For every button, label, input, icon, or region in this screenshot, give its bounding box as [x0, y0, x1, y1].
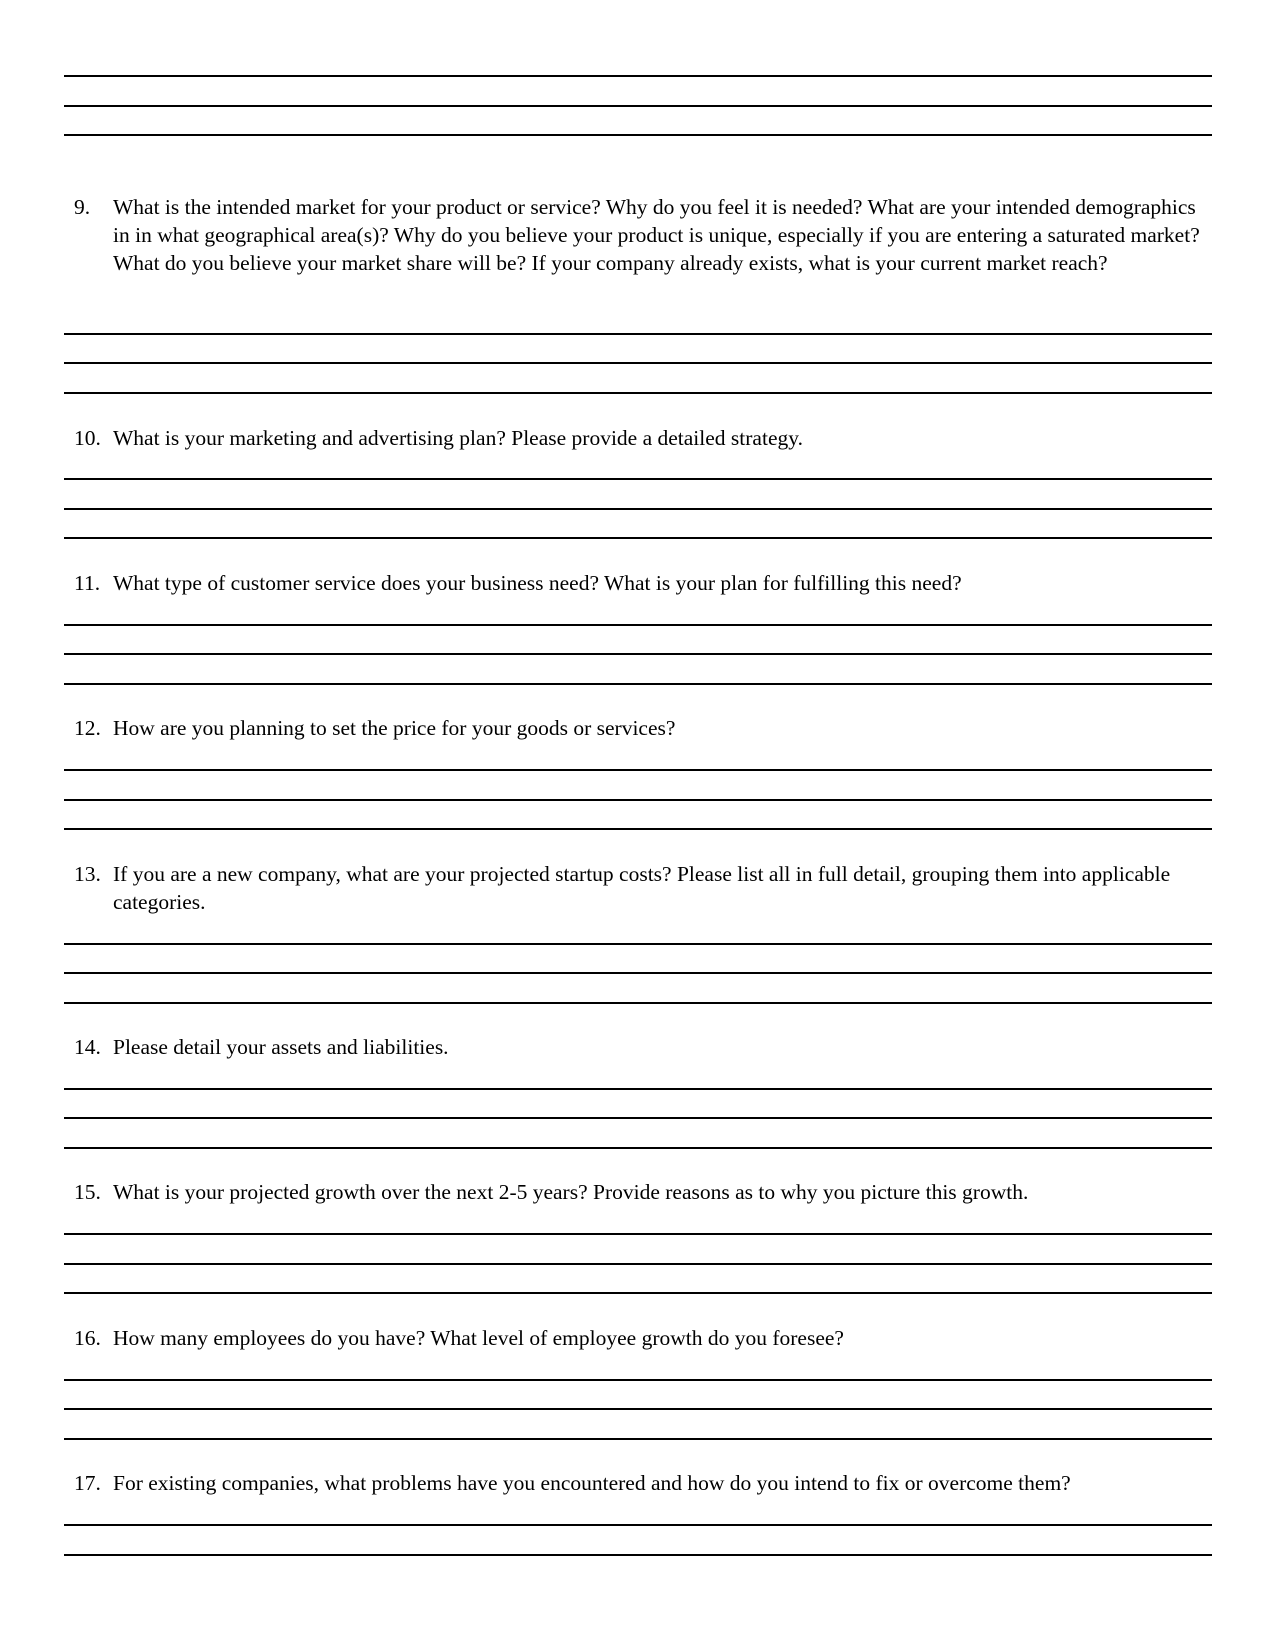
answer-line[interactable]: [64, 537, 1212, 539]
answer-line[interactable]: [64, 1263, 1212, 1265]
question-number: 9.: [74, 195, 91, 219]
question-number: 16.: [74, 1326, 101, 1350]
question-number: 17.: [74, 1471, 101, 1495]
question-12: [74, 714, 1204, 742]
answer-line[interactable]: [64, 972, 1212, 974]
answer-line[interactable]: [64, 624, 1212, 626]
question-number: 14.: [74, 1035, 101, 1059]
answer-line[interactable]: [64, 1554, 1212, 1556]
answer-line[interactable]: [64, 508, 1212, 510]
question-number: 15.: [74, 1180, 101, 1204]
question-number: 11.: [74, 571, 101, 595]
question-text: Please detail your assets and liabilities.: [113, 1035, 449, 1059]
question-number: 13.: [74, 862, 101, 886]
answer-line[interactable]: [64, 1002, 1212, 1004]
answer-line[interactable]: [64, 769, 1212, 771]
answer-line[interactable]: [64, 333, 1212, 335]
question-number: 10.: [74, 426, 101, 450]
question-15: [74, 1178, 1204, 1206]
answer-line[interactable]: [64, 1233, 1212, 1235]
question-10: [74, 424, 1204, 452]
answer-line[interactable]: [64, 392, 1212, 394]
question-text: For existing companies, what problems have you encountered and how do you intend to fix or overcome them?: [113, 1471, 1071, 1495]
answer-line[interactable]: [64, 1408, 1212, 1410]
question-number: 12.: [74, 716, 101, 740]
answer-line[interactable]: [64, 1117, 1212, 1119]
answer-line[interactable]: [64, 1147, 1212, 1149]
question-17: [74, 1469, 1204, 1497]
answer-line[interactable]: [64, 362, 1212, 364]
question-11: [74, 569, 1204, 597]
answer-line[interactable]: [64, 1524, 1212, 1526]
answer-line[interactable]: [64, 75, 1212, 77]
question-text: How many employees do you have? What level of employee growth do you foresee?: [113, 1326, 844, 1350]
question-text: How are you planning to set the price for your goods or services?: [113, 716, 676, 740]
answer-line[interactable]: [64, 943, 1212, 945]
question-13: [74, 860, 1204, 916]
answer-line[interactable]: [64, 683, 1212, 685]
question-text: What is your marketing and advertising plan? Please provide a detailed strategy.: [113, 426, 803, 450]
question-text: If you are a new company, what are your projected startup costs? Please list all in full detail, grouping them into applicable categories.: [113, 862, 1171, 914]
answer-line[interactable]: [64, 1088, 1212, 1090]
answer-line[interactable]: [64, 105, 1212, 107]
answer-line[interactable]: [64, 653, 1212, 655]
question-14: [74, 1033, 1204, 1061]
question-9: [74, 193, 1204, 277]
answer-line[interactable]: [64, 134, 1212, 136]
answer-line[interactable]: [64, 1438, 1212, 1440]
question-text: What type of customer service does your business need? What is your plan for fulfilling this need?: [113, 571, 962, 595]
question-text: What is your projected growth over the next 2-5 years? Provide reasons as to why you picture this growth.: [113, 1180, 1029, 1204]
answer-line[interactable]: [64, 799, 1212, 801]
answer-line[interactable]: [64, 1379, 1212, 1381]
question-text: What is the intended market for your product or service? Why do you feel it is needed? What are your intended demographics in in what geographical area(s)? Why do you believe your product is unique, especially if you are entering a saturated market? What do you believe your market share will be? If your company already exists, what is your current market reach?: [113, 195, 1200, 275]
question-16: [74, 1324, 1204, 1352]
answer-line[interactable]: [64, 1292, 1212, 1294]
answer-line[interactable]: [64, 478, 1212, 480]
answer-line[interactable]: [64, 828, 1212, 830]
